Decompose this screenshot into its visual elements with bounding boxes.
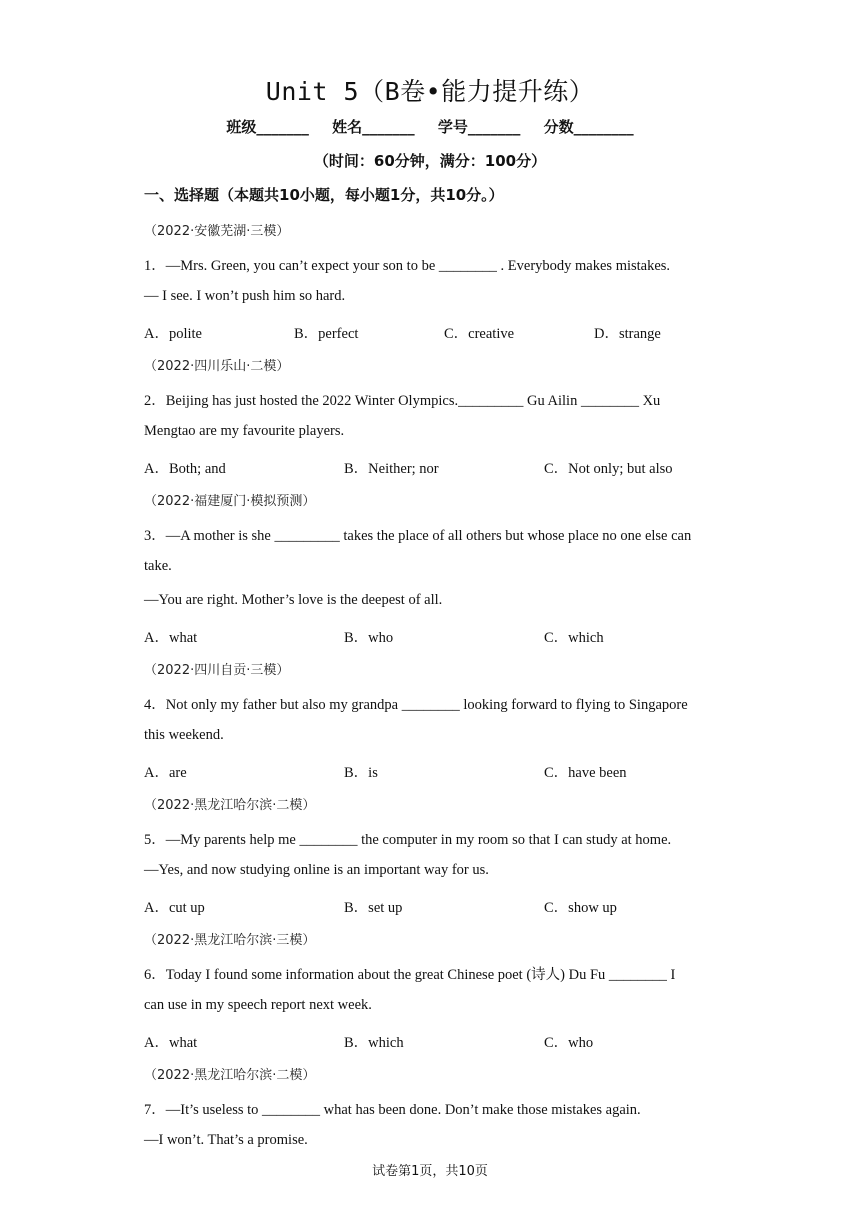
question-3-option-b: B．who [344,630,394,646]
question-6-line-2: can use in my speech report next week. [144,997,372,1013]
student-id-field: 学号_______ [437,118,521,136]
student-info-row [0,116,860,137]
question-4-line-1: 4．Not only my father but also my grandpa ________ looking forward to flying to Singapore [144,697,688,713]
question-6-option-c: C．who [544,1035,594,1051]
time-info: （时间：60分钟，满分：100分） [313,152,547,170]
question-3-line-3: —You are right. Mother’s love is the deepest of all. [144,592,443,608]
page-footer: 试卷第1页，共10页 [372,1164,488,1179]
section-heading: 一、选择题（本题共10小题，每小题1分，共10分。） [144,186,504,204]
question-2-option-c: C．Not only; but also [544,461,673,477]
question-5-option-a: A．cut up [144,900,205,916]
question-4-option-b: B．is [344,765,378,781]
question-6-line-1: 6．Today I found some information about the great Chinese poet (诗人) Du Fu ________ I [144,967,676,983]
question-1-line-1: 1．—Mrs. Green, you can’t expect your son to be ________ . Everybody makes mistakes. [144,258,671,274]
question-6-option-b: B．which [344,1035,404,1051]
question-4-source: （2022·四川自贡·三模） [144,663,290,678]
exam-title: Unit 5（B卷•能力提升练） [265,77,595,106]
question-1-line-2: — I see. I won’t push him so hard. [144,288,346,304]
question-5-line-2: —Yes, and now studying online is an important way for us. [144,862,489,878]
class-field: 班级_______ [226,118,309,136]
question-7-source: （2022·黑龙江哈尔滨·二模） [144,1068,316,1083]
question-6-option-a: A．what [144,1035,198,1051]
question-2-line-2: Mengtao are my favourite players. [144,423,345,439]
name-field: 姓名_______ [332,118,415,136]
question-4-option-a: A．are [144,765,187,781]
question-2-line-1: 2．Beijing has just hosted the 2022 Winter Olympics._________ Gu Ailin ________ Xu [144,393,661,409]
question-5-option-b: B．set up [344,900,403,916]
question-2-source: （2022·四川乐山·二模） [144,359,290,374]
question-1-option-a: A．polite [144,326,202,342]
score-field: 分数________ [543,118,634,136]
question-5-option-c: C．show up [544,900,617,916]
question-1-option-c: C．creative [444,326,515,342]
question-1-option-b: B．perfect [294,326,359,342]
question-4-line-2: this weekend. [144,727,224,743]
question-6-source: （2022·黑龙江哈尔滨·三模） [144,933,316,948]
question-7-line-2: —I won’t. That’s a promise. [144,1132,308,1148]
question-1-source: （2022·安徽芜湖·三模） [144,224,290,239]
question-7-line-1: 7．—It’s useless to ________ what has been done. Don’t make those mistakes again. [144,1102,641,1118]
question-3-option-c: C．which [544,630,604,646]
question-4-option-c: C．have been [544,765,627,781]
question-5-source: （2022·黑龙江哈尔滨·二模） [144,798,316,813]
question-5-line-1: 5．—My parents help me ________ the computer in my room so that I can study at home. [144,832,672,848]
question-3-line-1: 3．—A mother is she _________ takes the place of all others but whose place no one else can [144,528,692,544]
question-1-option-d: D．strange [594,326,661,342]
question-3-source: （2022·福建厦门·模拟预测） [144,494,316,509]
question-2-option-b: B．Neither; nor [344,461,439,477]
question-3-option-a: A．what [144,630,198,646]
question-3-line-2: take. [144,558,172,574]
question-2-option-a: A．Both; and [144,461,226,477]
